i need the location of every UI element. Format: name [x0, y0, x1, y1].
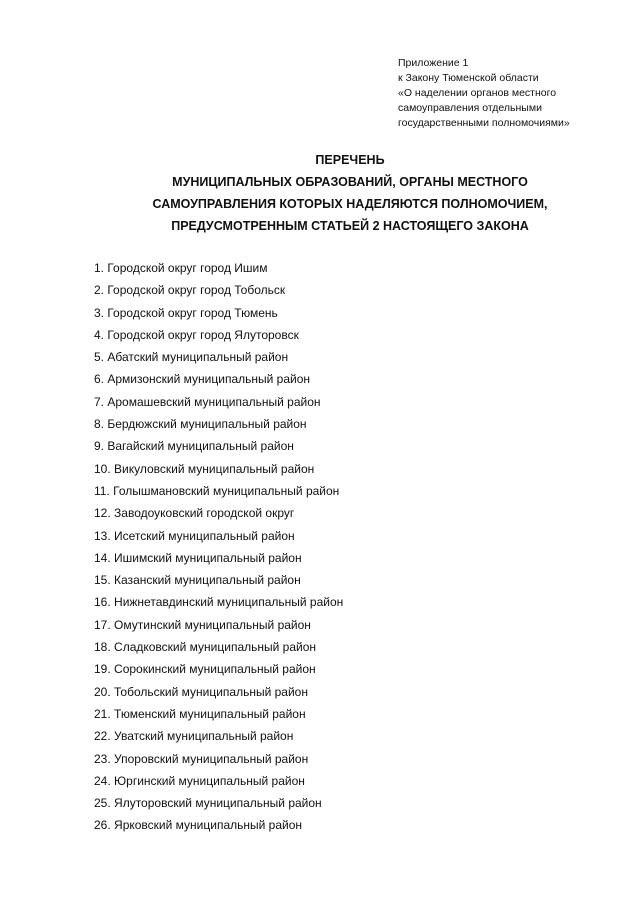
item-text: Ярковский муниципальный район: [114, 818, 303, 833]
item-number: 12.: [94, 506, 111, 521]
item-text: Ишимский муниципальный район: [114, 550, 302, 565]
item-text: Бердюжский муниципальный район: [107, 417, 307, 432]
item-number: 13.: [94, 528, 111, 543]
title-line: САМОУПРАВЛЕНИЯ КОТОРЫХ НАДЕЛЯЮТСЯ ПОЛНОМОЧИЕМ,: [152, 197, 548, 211]
list-item: [94, 636, 343, 658]
list-item: [94, 324, 343, 346]
list-item: [94, 814, 343, 836]
item-number: 24.: [94, 773, 111, 788]
list-item: [94, 681, 343, 703]
list-item: [94, 725, 343, 747]
item-text: Исетский муниципальный район: [114, 528, 295, 543]
list-item: [94, 748, 343, 770]
title-line: МУНИЦИПАЛЬНЫХ ОБРАЗОВАНИЙ, ОРГАНЫ МЕСТНОГО: [172, 175, 528, 189]
item-number: 10.: [94, 461, 111, 476]
item-number: 22.: [94, 729, 111, 744]
annex-line: к Закону Тюменской области: [398, 72, 539, 84]
item-number: 9.: [94, 439, 105, 454]
item-number: 4.: [94, 327, 105, 342]
list-item: [94, 614, 343, 636]
item-text: Голышмановский муниципальный район: [113, 483, 340, 498]
municipality-list: [94, 257, 343, 837]
item-number: 3.: [94, 305, 105, 320]
item-text: Абатский муниципальный район: [107, 350, 289, 365]
list-item: [94, 346, 343, 368]
item-number: 7.: [94, 394, 105, 409]
item-text: Армизонский муниципальный район: [107, 372, 311, 387]
item-text: Городской округ город Тюмень: [107, 305, 278, 320]
item-text: Аромашевский муниципальный район: [107, 394, 321, 409]
list-item: [94, 703, 343, 725]
item-text: Уватский муниципальный район: [114, 729, 294, 744]
list-item: [94, 658, 343, 680]
item-number: 18.: [94, 640, 111, 655]
annex-line: государственными полномочиями»: [398, 117, 570, 129]
list-item: [94, 458, 343, 480]
annex-note: [398, 56, 634, 131]
item-number: 16.: [94, 595, 111, 610]
item-text: Городской округ город Тобольск: [107, 283, 286, 298]
item-number: 5.: [94, 350, 105, 365]
annex-line: Приложение 1: [398, 57, 469, 69]
item-number: 8.: [94, 417, 105, 432]
item-number: 25.: [94, 796, 111, 811]
title-line: ПЕРЕЧЕНЬ: [315, 153, 385, 167]
item-number: 6.: [94, 372, 105, 387]
list-item: [94, 302, 343, 324]
list-item: [94, 279, 343, 301]
list-item: [94, 391, 343, 413]
list-item: [94, 547, 343, 569]
list-item: [94, 413, 343, 435]
list-item: [94, 792, 343, 814]
item-text: Нижнетавдинский муниципальный район: [114, 595, 344, 610]
item-text: Викуловский муниципальный район: [114, 461, 315, 476]
list-item: [94, 435, 343, 457]
list-item: [94, 480, 343, 502]
list-item: [94, 257, 343, 279]
item-text: Сладковский муниципальный район: [114, 640, 317, 655]
item-number: 26.: [94, 818, 111, 833]
item-number: 17.: [94, 617, 111, 632]
item-number: 23.: [94, 751, 111, 766]
item-text: Городской округ город Ялуторовск: [107, 327, 299, 342]
item-number: 21.: [94, 706, 111, 721]
item-number: 20.: [94, 684, 111, 699]
item-number: 19.: [94, 662, 111, 677]
annex-line: самоуправления отдельными: [398, 102, 542, 114]
item-text: Упоровский муниципальный район: [114, 751, 309, 766]
item-text: Омутинский муниципальный район: [114, 617, 311, 632]
item-number: 2.: [94, 283, 105, 298]
item-text: Ялуторовский муниципальный район: [114, 796, 322, 811]
list-item: [94, 591, 343, 613]
list-item: [94, 569, 343, 591]
item-text: Казанский муниципальный район: [114, 573, 301, 588]
list-item: [94, 525, 343, 547]
document-title: [20, 149, 640, 237]
item-number: 1.: [94, 261, 105, 275]
list-item: [94, 770, 343, 792]
list-item: [94, 368, 343, 390]
list-item: [94, 502, 343, 524]
title-line: ПРЕДУСМОТРЕННЫМ СТАТЬЕЙ 2 НАСТОЯЩЕГО ЗАКОНА: [171, 219, 529, 233]
item-number: 15.: [94, 573, 111, 588]
annex-line: «О наделении органов местного: [398, 87, 557, 99]
item-number: 11.: [94, 483, 110, 498]
item-text: Сорокинский муниципальный район: [114, 662, 316, 677]
item-text: Тюменский муниципальный район: [114, 706, 306, 721]
item-text: Юргинский муниципальный район: [114, 773, 305, 788]
item-number: 14.: [94, 550, 111, 565]
item-text: Тобольский муниципальный район: [114, 684, 308, 699]
item-text: Вагайский муниципальный район: [107, 439, 294, 454]
item-text: Заводоуковский городской округ: [114, 506, 295, 521]
item-text: Городской округ город Ишим: [107, 261, 268, 275]
